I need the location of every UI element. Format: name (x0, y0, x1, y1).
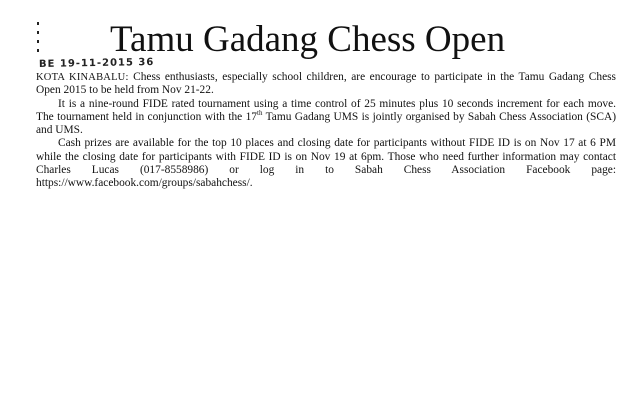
paragraph-3-text: Cash prizes are available for the top 10 places and closing date for participants without FIDE ID is on Nov 17 at 6 PM while the closing date for participants with FIDE ID is on Nov 19 at 6pm. Those who need further information may contact Charles Lucas (017-8558986) or log in to Sabah Chess Association Facebook page: https://www.facebook.com/groups/sabahchess/. (36, 137, 616, 190)
article-paragraph-3 (36, 137, 616, 190)
article-headline: Tamu Gadang Chess Open (110, 19, 506, 60)
clipping-edge-marks (34, 22, 44, 64)
paragraph-1-text: Chess enthusiasts, especially school children, are encourage to participate in the Tamu Gadang Chess Open 2015 to be held from Nov 21-22. (36, 71, 616, 97)
edge-mark (37, 22, 39, 25)
article-body (36, 71, 616, 191)
article-paragraph-1 (36, 71, 616, 98)
paragraph-2-text-b: Tamu Gadang UMS is jointly organised by Sabah Chess Association (SCA) and UMS. (36, 110, 616, 137)
paragraph-2-text-a: It is a nine-round FIDE rated tournament using a time control of 25 minutes plus 10 seconds increment for each move. The tournament held in conjunction with the 17 (36, 97, 616, 123)
edge-mark (37, 40, 39, 43)
article-paragraph-2 (36, 98, 616, 138)
edge-mark (37, 31, 39, 34)
paragraph-2-superscript: th (257, 109, 263, 118)
edge-mark (37, 49, 39, 52)
date-stamp: BE 19-11-2015 36 (38, 56, 155, 71)
article-dateline: KOTA KINABALU: (36, 72, 129, 83)
